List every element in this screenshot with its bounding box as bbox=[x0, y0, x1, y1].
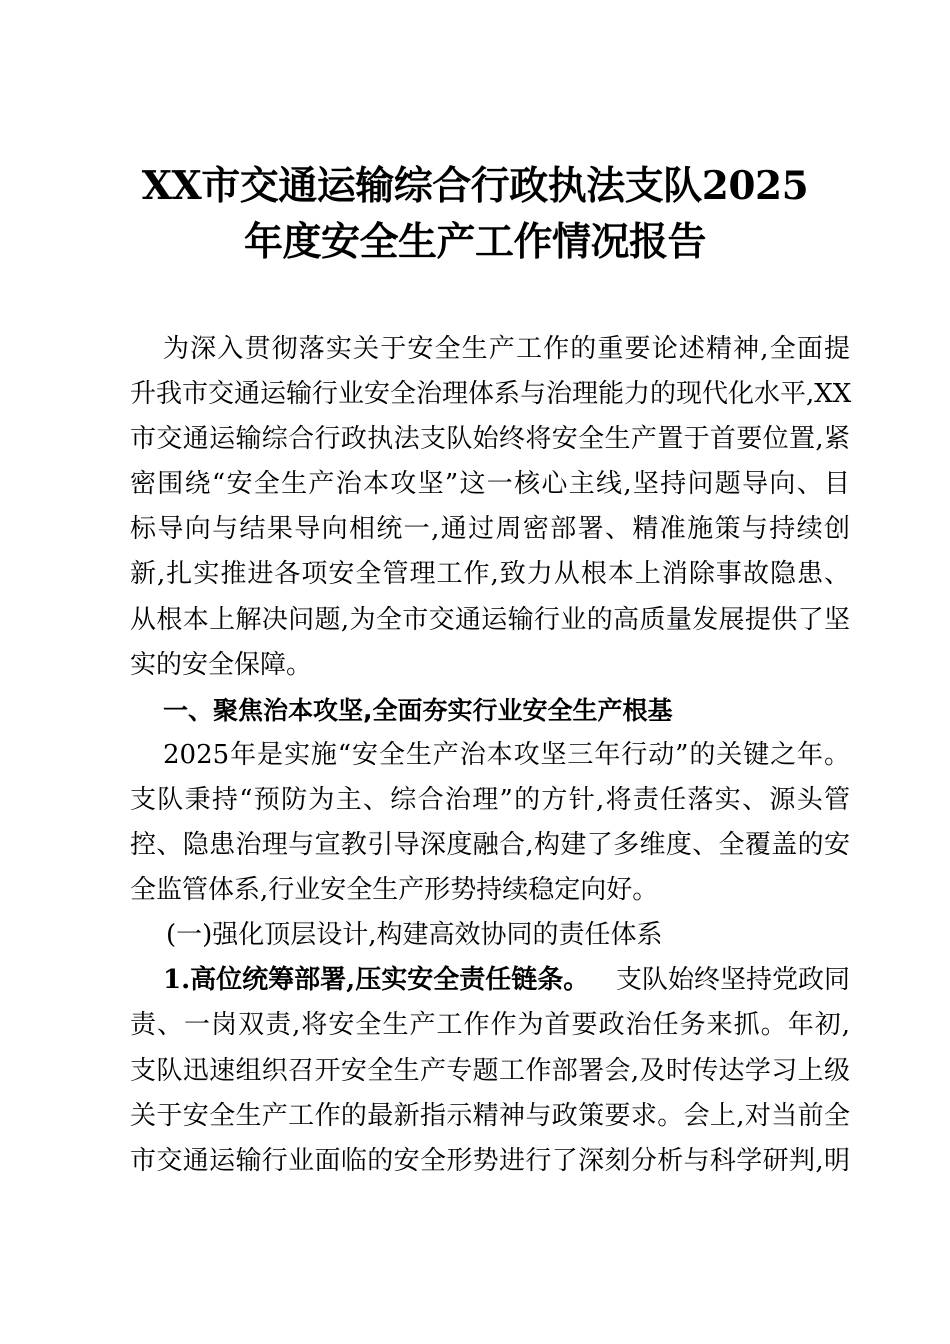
item-lead: 1.高位统筹部署,压实安全责任链条。 bbox=[163, 965, 590, 996]
paragraph-line bbox=[130, 1003, 850, 1048]
paragraph-line bbox=[130, 507, 850, 552]
paragraph-line bbox=[130, 327, 850, 372]
paragraph-line bbox=[130, 778, 850, 823]
line-text: 市交通运输综合行政执法支队始终将安全生产置于首要位置,紧 bbox=[130, 424, 850, 455]
line-text: 一、聚焦治本攻坚,全面夯实行业安全生产根基 bbox=[163, 695, 673, 725]
paragraph-line bbox=[130, 823, 850, 868]
line-text: 支队秉持“预防为主、综合治理”的方针,将责任落实、源头管 bbox=[130, 784, 850, 815]
line-text: 支队始终坚持党政同 bbox=[615, 965, 850, 996]
paragraph-line bbox=[130, 598, 850, 643]
document-body bbox=[130, 327, 850, 1184]
paragraph-line bbox=[130, 868, 850, 913]
line-text: 升我市交通运输行业安全治理体系与治理能力的现代化水平,XX bbox=[130, 379, 852, 410]
line-text: 全监管体系,行业安全生产形势持续稳定向好。 bbox=[130, 875, 659, 906]
line-text: 为深入贯彻落实关于安全生产工作的重要论述精神,全面提 bbox=[163, 334, 850, 364]
line-text: 支队迅速组织召开安全生产专题工作部署会,及时传达学习上级 bbox=[130, 1055, 850, 1086]
line-text: 实的安全保障。 bbox=[130, 649, 313, 680]
line-text: 关于安全生产工作的最新指示精神与政策要求。会上,对当前全 bbox=[130, 1100, 850, 1131]
paragraph-line bbox=[130, 958, 850, 1003]
line-text: (一)强化顶层设计,构建高效协同的责任体系 bbox=[166, 920, 663, 951]
document-title-line-2: 年度安全生产工作情况报告 bbox=[243, 219, 706, 265]
paragraph-line bbox=[130, 1139, 850, 1184]
paragraph-line bbox=[130, 733, 850, 778]
paragraph-line bbox=[130, 462, 850, 507]
paragraph-line bbox=[130, 643, 850, 688]
paragraph-line bbox=[130, 552, 850, 597]
line-text: 责、一岗双责,将安全生产工作作为首要政治任务来抓。年初, bbox=[130, 1010, 850, 1041]
line-text: 标导向与结果导向相统一,通过周密部署、精准施策与持续创 bbox=[130, 514, 850, 545]
document-title-line-1: XX市交通运输综合行政执法支队2025 bbox=[141, 163, 809, 209]
paragraph-line bbox=[130, 1049, 850, 1094]
subsection-heading bbox=[130, 913, 850, 958]
line-text: 市交通运输行业面临的安全形势进行了深刻分析与科学研判,明 bbox=[130, 1145, 850, 1176]
paragraph-line bbox=[130, 417, 850, 462]
line-text: 密围绕“安全生产治本攻坚”这一核心主线,坚持问题导向、目 bbox=[130, 469, 850, 500]
line-text: 从根本上解决问题,为全市交通运输行业的高质量发展提供了坚 bbox=[130, 604, 850, 635]
paragraph-line bbox=[130, 1094, 850, 1139]
line-text: 2025年是实施“安全生产治本攻坚三年行动”的关键之年。 bbox=[163, 739, 850, 770]
paragraph-line bbox=[130, 372, 850, 417]
line-text: 控、隐患治理与宣教引导深度融合,构建了多维度、全覆盖的安 bbox=[130, 830, 850, 861]
section-heading bbox=[130, 688, 850, 733]
line-text: 新,扎实推进各项安全管理工作,致力从根本上消除事故隐患、 bbox=[130, 559, 850, 590]
